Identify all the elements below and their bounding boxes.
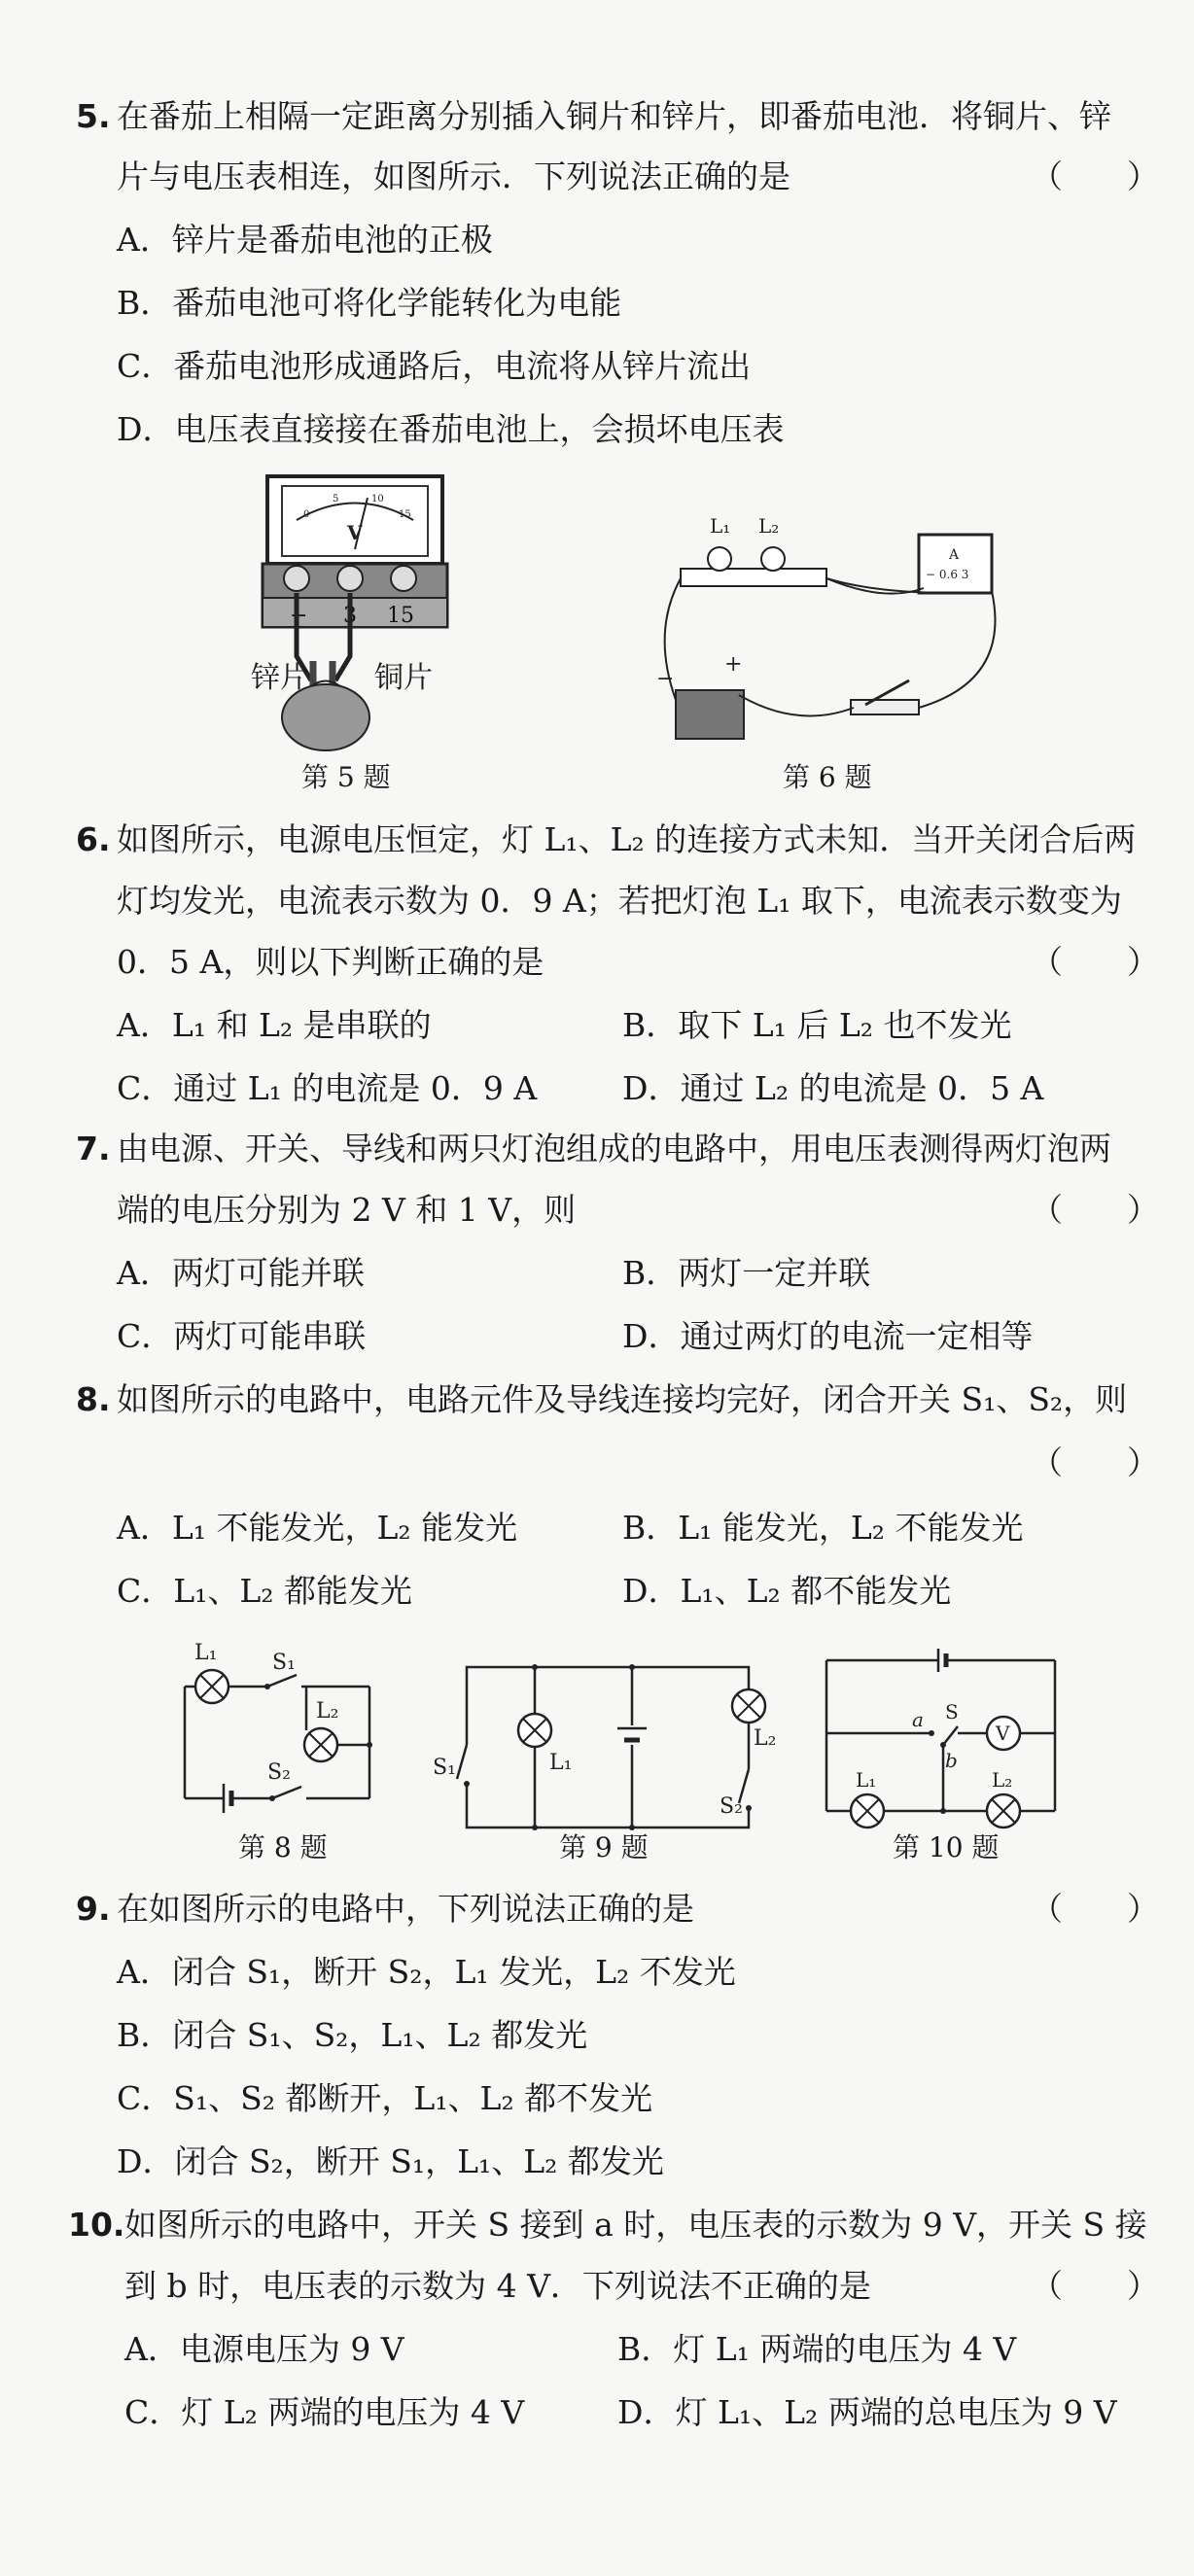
svg-text:L₁: L₁ bbox=[710, 514, 731, 538]
q10-text-2: 到 b 时，电压表的示数为 4 V．下列说法不正确的是 bbox=[124, 2267, 871, 2305]
q6-answer-blank[interactable]: （ ） bbox=[1031, 943, 1159, 981]
figure-10-circuit bbox=[817, 1641, 1070, 1835]
svg-text:3: 3 bbox=[343, 604, 357, 628]
figure-5-caption: 第 5 题 bbox=[301, 761, 391, 793]
svg-text:10: 10 bbox=[371, 494, 384, 505]
figure-5-copper-label: 铜片 bbox=[374, 661, 433, 695]
svg-text:−: − bbox=[290, 604, 308, 628]
q5-number: 5. bbox=[76, 97, 111, 135]
svg-text:−: − bbox=[656, 667, 675, 691]
q7-option-c[interactable]: C．两灯可能串联 bbox=[117, 1317, 367, 1355]
svg-text:S₁: S₁ bbox=[272, 1651, 296, 1675]
q9-option-b[interactable]: B．闭合 S₁、S₂，L₁、L₂ 都发光 bbox=[117, 2016, 588, 2054]
figure-9-circuit bbox=[428, 1653, 778, 1837]
svg-text:L₂: L₂ bbox=[754, 1726, 777, 1751]
svg-text:L₂: L₂ bbox=[316, 1699, 339, 1723]
q6-text-2: 灯均发光，电流表示数为 0．9 A；若把灯泡 L₁ 取下，电流表示数变为 bbox=[117, 882, 1122, 920]
figure-5-tomato-battery bbox=[253, 467, 467, 758]
svg-text:V: V bbox=[996, 1722, 1010, 1745]
q9-option-d[interactable]: D．闭合 S₂，断开 S₁，L₁、L₂ 都发光 bbox=[117, 2142, 664, 2180]
q8-option-a[interactable]: A．L₁ 不能发光，L₂ 能发光 bbox=[117, 1509, 518, 1547]
q8-option-d[interactable]: D．L₁、L₂ 都不能发光 bbox=[622, 1572, 952, 1610]
q9-option-a[interactable]: A．闭合 S₁，断开 S₂，L₁ 发光，L₂ 不发光 bbox=[117, 1953, 736, 1991]
q5-answer-blank[interactable]: （ ） bbox=[1031, 157, 1159, 195]
q5-option-d[interactable]: D．电压表直接接在番茄电池上，会损坏电压表 bbox=[117, 410, 785, 448]
svg-text:15: 15 bbox=[399, 509, 411, 520]
figure-5-zinc-label: 锌片 bbox=[251, 661, 309, 695]
svg-text:S₂: S₂ bbox=[267, 1760, 291, 1785]
q7-option-d[interactable]: D．通过两灯的电流一定相等 bbox=[622, 1317, 1034, 1355]
q6-text-3: 0．5 A，则以下判断正确的是 bbox=[117, 943, 544, 981]
q6-option-c[interactable]: C．通过 L₁ 的电流是 0．9 A bbox=[117, 1069, 538, 1107]
figure-9-caption: 第 9 题 bbox=[559, 1831, 649, 1863]
q5-option-c[interactable]: C．番茄电池形成通路后，电流将从锌片流出 bbox=[117, 347, 752, 385]
q7-answer-blank[interactable]: （ ） bbox=[1031, 1191, 1159, 1229]
q9-answer-blank[interactable]: （ ） bbox=[1031, 1890, 1159, 1928]
svg-text:− 0.6 3: − 0.6 3 bbox=[926, 568, 969, 581]
q6-text-1: 如图所示，电源电压恒定，灯 L₁、L₂ 的连接方式未知．当开关闭合后两 bbox=[117, 820, 1137, 858]
svg-text:5: 5 bbox=[333, 494, 339, 505]
svg-text:L₁: L₁ bbox=[549, 1751, 573, 1775]
q7-text-1: 由电源、开关、导线和两只灯泡组成的电路中，用电压表测得两灯泡两 bbox=[117, 1130, 1111, 1167]
q6-option-b[interactable]: B．取下 L₁ 后 L₂ 也不发光 bbox=[622, 1006, 1012, 1044]
q8-text-1: 如图所示的电路中，电路元件及导线连接均完好，闭合开关 S₁、S₂，则 bbox=[117, 1380, 1128, 1418]
svg-text:L₂: L₂ bbox=[992, 1768, 1013, 1792]
q9-number: 9. bbox=[76, 1890, 111, 1928]
q8-option-b[interactable]: B．L₁ 能发光，L₂ 不能发光 bbox=[622, 1509, 1024, 1547]
q8-number: 8. bbox=[76, 1380, 111, 1418]
figure-6-caption: 第 6 题 bbox=[783, 761, 872, 793]
svg-text:b: b bbox=[945, 1749, 958, 1772]
figure-6-circuit bbox=[632, 505, 1021, 758]
q6-number: 6. bbox=[76, 820, 111, 858]
q10-text-1: 如图所示的电路中，开关 S 接到 a 时，电压表的示数为 9 V，开关 S 接 bbox=[124, 2206, 1147, 2244]
q8-option-c[interactable]: C．L₁、L₂ 都能发光 bbox=[117, 1572, 413, 1610]
figure-8-caption: 第 8 题 bbox=[238, 1831, 328, 1863]
q5-text-1: 在番茄上相隔一定距离分别插入铜片和锌片，即番茄电池．将铜片、锌 bbox=[117, 97, 1111, 135]
q10-answer-blank[interactable]: （ ） bbox=[1031, 2267, 1159, 2305]
q6-option-d[interactable]: D．通过 L₂ 的电流是 0．5 A bbox=[622, 1069, 1044, 1107]
svg-text:S₁: S₁ bbox=[433, 1756, 456, 1780]
q7-text-2: 端的电压分别为 2 V 和 1 V，则 bbox=[117, 1191, 577, 1229]
svg-text:+: + bbox=[724, 652, 743, 677]
q5-option-a[interactable]: A．锌片是番茄电池的正极 bbox=[117, 221, 493, 259]
q5-text-2: 片与电压表相连，如图所示．下列说法正确的是 bbox=[117, 157, 790, 195]
q10-option-b[interactable]: B．灯 L₁ 两端的电压为 4 V bbox=[617, 2330, 1017, 2368]
svg-text:S: S bbox=[945, 1700, 959, 1723]
svg-text:0: 0 bbox=[303, 509, 310, 520]
q5-option-b[interactable]: B．番茄电池可将化学能转化为电能 bbox=[117, 284, 622, 322]
q7-option-a[interactable]: A．两灯可能并联 bbox=[117, 1254, 365, 1292]
q10-option-a[interactable]: A．电源电压为 9 V bbox=[124, 2330, 404, 2368]
q7-number: 7. bbox=[76, 1130, 111, 1167]
q9-option-c[interactable]: C．S₁、S₂ 都断开，L₁、L₂ 都不发光 bbox=[117, 2079, 653, 2117]
svg-text:A: A bbox=[949, 547, 960, 563]
svg-text:S₂: S₂ bbox=[720, 1794, 743, 1819]
svg-text:a: a bbox=[912, 1708, 924, 1731]
figure-10-caption: 第 10 题 bbox=[893, 1831, 1000, 1863]
figure-8-circuit bbox=[175, 1638, 389, 1823]
svg-text:L₁: L₁ bbox=[856, 1768, 877, 1792]
q6-option-a[interactable]: A．L₁ 和 L₂ 是串联的 bbox=[117, 1006, 432, 1044]
q10-number: 10. bbox=[68, 2206, 125, 2244]
q10-option-d[interactable]: D．灯 L₁、L₂ 两端的总电压为 9 V bbox=[617, 2393, 1117, 2431]
svg-text:L₁: L₁ bbox=[194, 1641, 218, 1665]
q10-option-c[interactable]: C．灯 L₂ 两端的电压为 4 V bbox=[124, 2393, 525, 2431]
q8-answer-blank[interactable]: （ ） bbox=[1031, 1444, 1159, 1481]
q7-option-b[interactable]: B．两灯一定并联 bbox=[622, 1254, 871, 1292]
svg-text:V: V bbox=[347, 521, 363, 544]
svg-text:L₂: L₂ bbox=[758, 514, 780, 538]
svg-text:15: 15 bbox=[387, 604, 414, 628]
q9-text-1: 在如图所示的电路中，下列说法正确的是 bbox=[117, 1890, 694, 1928]
